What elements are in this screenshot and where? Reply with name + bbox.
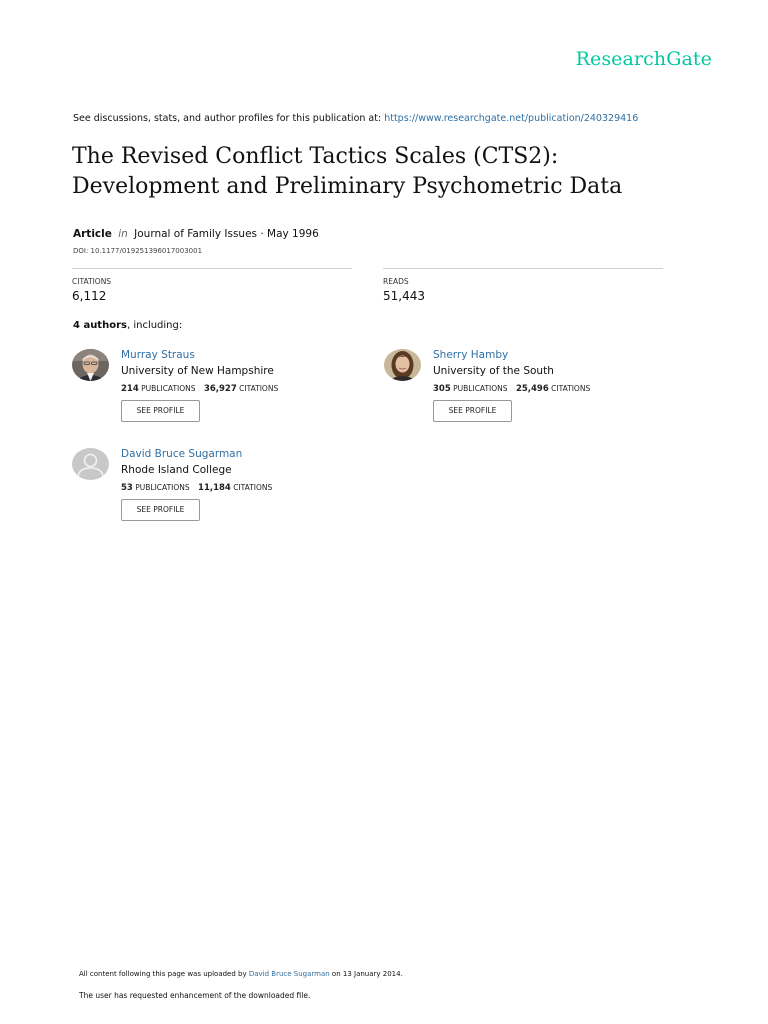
publications-count: 53 [121,483,133,493]
author-citations-count: 36,927 [203,384,237,394]
author-citations-count: 11,184 [198,483,231,493]
doi: DOI: 10.1177/019251396017003001 [73,247,203,255]
see-profile-button[interactable]: SEE PROFILE [121,400,200,422]
author-citations-label: CITATIONS [239,384,279,393]
avatar[interactable] [72,448,109,480]
citations-label: CITATIONS [72,277,112,286]
publication-url-link[interactable]: https://www.researchgate.net/publication/240329416 [384,113,639,124]
researchgate-logo[interactable]: ResearchGate [575,48,712,70]
publications-count: 305 [433,384,451,394]
avatar[interactable] [384,349,421,381]
upload-suffix: on 13 January 2014. [329,970,403,978]
avatar[interactable] [72,349,109,381]
reads-stat [383,268,663,303]
upload-notice [79,970,403,978]
author-name[interactable]: Murray Straus [121,349,195,361]
enhancement-notice: The user has requested enhancement of the downloaded file. [79,991,311,1000]
author-counts [121,384,278,394]
author-card [72,349,372,439]
article-type: Article [73,228,112,240]
publications-label: PUBLICATIONS [453,384,508,393]
uploader-link[interactable]: David Bruce Sugarman [248,970,330,978]
journal-info: Journal of Family Issues · May 1996 [134,228,319,240]
default-avatar-icon [72,448,109,480]
author-photo-icon [384,349,421,381]
citations-stat [72,268,352,303]
discussion-text: See discussions, stats, and author profiles for this publication at: [73,113,385,124]
publications-count: 214 [121,384,139,394]
see-profile-button[interactable]: SEE PROFILE [433,400,512,422]
reads-value: 51,443 [383,289,425,303]
author-card [72,448,372,538]
author-counts [121,483,272,493]
author-counts [433,384,590,394]
author-name[interactable]: Sherry Hamby [433,349,509,361]
title-line-2: Development and Preliminary Psychometric Data [72,174,623,199]
author-citations-count: 25,496 [515,384,549,394]
author-institution: University of the South [433,365,554,377]
publication-meta [73,228,319,240]
author-card [384,349,684,439]
author-name[interactable]: David Bruce Sugarman [121,448,243,460]
author-photo-icon [72,349,109,381]
citations-value: 6,112 [72,289,107,303]
author-citations-label: CITATIONS [233,483,273,492]
authors-count [73,320,182,331]
see-profile-button[interactable]: SEE PROFILE [121,499,200,521]
authors-count-number: 4 authors [73,320,127,331]
author-institution: University of New Hampshire [121,365,274,377]
meta-in: in [118,228,128,240]
publications-label: PUBLICATIONS [141,384,196,393]
discussion-line [73,113,638,124]
authors-count-suffix: , including: [126,320,183,331]
author-citations-label: CITATIONS [551,384,591,393]
publication-title [72,142,712,202]
title-line-1: The Revised Conflict Tactics Scales (CTS2): [72,144,559,169]
publications-label: PUBLICATIONS [135,483,190,492]
upload-prefix: All content following this page was uploaded by [79,970,249,978]
reads-label: READS [383,277,409,286]
author-institution: Rhode Island College [121,464,232,476]
